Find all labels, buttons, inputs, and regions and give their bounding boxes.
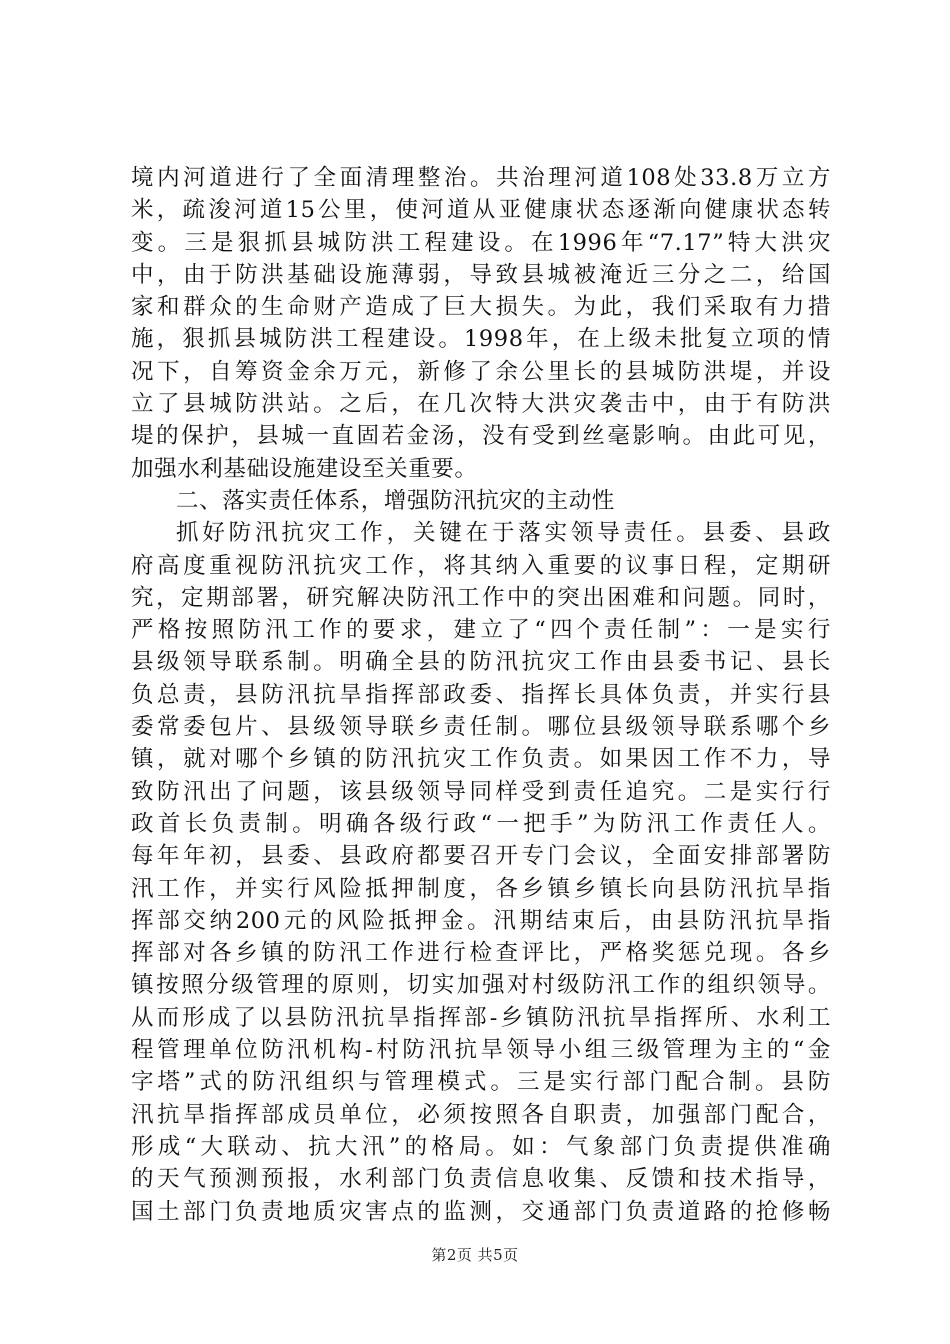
text-line: 国土部门负责地质灾害点的监测，交通部门负责道路的抢修畅 — [131, 1198, 831, 1225]
text-line: 致防汛出了问题，该县级领导同样受到责任追究。二是实行行 — [131, 778, 831, 805]
text-line: 加强水利基础设施建设至关重要。 — [131, 455, 478, 482]
text-line: 抓好防汛抗灾工作，关键在于落实领导责任。县委、县政 — [176, 520, 831, 547]
text-line: 况下，自筹资金余万元，新修了余公里长的县城防洪堤，并设 — [131, 358, 831, 385]
section-heading: 二、落实责任体系，增强防汛抗灾的主动性 — [176, 487, 615, 514]
text-line: 从而形成了以县防汛抗旱指挥部-乡镇防汛抗旱指挥所、水利工 — [131, 1004, 831, 1031]
text-line: 中，由于防洪基础设施薄弱，导致县城被淹近三分之二，给国 — [131, 261, 831, 288]
text-line: 府高度重视防汛抗灾工作，将其纳入重要的议事日程，定期研 — [131, 552, 831, 579]
text-line: 程管理单位防汛机构-村防汛抗旱领导小组三级管理为主的“金 — [131, 1037, 831, 1064]
text-line: 委常委包片、县级领导联乡责任制。哪位县级领导联系哪个乡 — [131, 714, 831, 741]
text-line: 挥部对各乡镇的防汛工作进行检查评比，严格奖惩兑现。各乡 — [131, 940, 831, 967]
text-line: 镇，就对哪个乡镇的防汛抗灾工作负责。如果因工作不力，导 — [131, 746, 831, 773]
text-line: 县级领导联系制。明确全县的防汛抗灾工作由县委书记、县长 — [131, 649, 831, 676]
text-line: 立了县城防洪站。之后，在几次特大洪灾袭击中，由于有防洪 — [131, 391, 831, 418]
page-number: 第2页 共5页 — [431, 1246, 519, 1264]
text-line: 字塔”式的防汛组织与管理模式。三是实行部门配合制。县防 — [131, 1069, 831, 1096]
text-line: 家和群众的生命财产造成了巨大损失。为此，我们采取有力措 — [131, 294, 831, 321]
text-line: 负总责，县防汛抗旱指挥部政委、指挥长具体负责，并实行县 — [131, 681, 831, 708]
text-line: 的天气预测预报，水利部门负责信息收集、反馈和技术指导， — [131, 1166, 831, 1193]
text-line: 究，定期部署，研究解决防汛工作中的突出困难和问题。同时， — [131, 584, 831, 611]
text-line: 变。三是狠抓县城防洪工程建设。在1996年“7.17”特大洪灾 — [131, 229, 831, 256]
text-line: 政首长负责制。明确各级行政“一把手”为防汛工作责任人。 — [131, 810, 831, 837]
page-footer — [0, 1244, 950, 1265]
text-line: 境内河道进行了全面清理整治。共治理河道108处33.8万立方 — [131, 165, 831, 191]
document-body — [131, 162, 831, 1228]
text-line: 汛抗旱指挥部成员单位，必须按照各自职责，加强部门配合， — [131, 1101, 831, 1128]
text-line: 形成“大联动、抗大汛”的格局。如：气象部门负责提供准确 — [131, 1133, 831, 1160]
text-line: 严格按照防汛工作的要求，建立了“四个责任制”：一是实行 — [131, 617, 831, 644]
text-line: 米，疏浚河道15公里，使河道从亚健康状态逐渐向健康状态转 — [131, 197, 831, 224]
text-line: 挥部交纳200元的风险抵押金。汛期结束后，由县防汛抗旱指 — [131, 907, 831, 934]
text-line: 施，狠抓县城防洪工程建设。1998年，在上级未批复立项的情 — [131, 326, 831, 353]
text-line: 汛工作，并实行风险抵押制度，各乡镇乡镇长向县防汛抗旱指 — [131, 875, 831, 902]
text-line: 镇按照分级管理的原则，切实加强对村级防汛工作的组织领导。 — [131, 972, 831, 999]
text-line: 堤的保护，县城一直固若金汤，没有受到丝毫影响。由此可见， — [131, 423, 831, 450]
text-line: 每年年初，县委、县政府都要召开专门会议，全面安排部署防 — [131, 843, 831, 870]
